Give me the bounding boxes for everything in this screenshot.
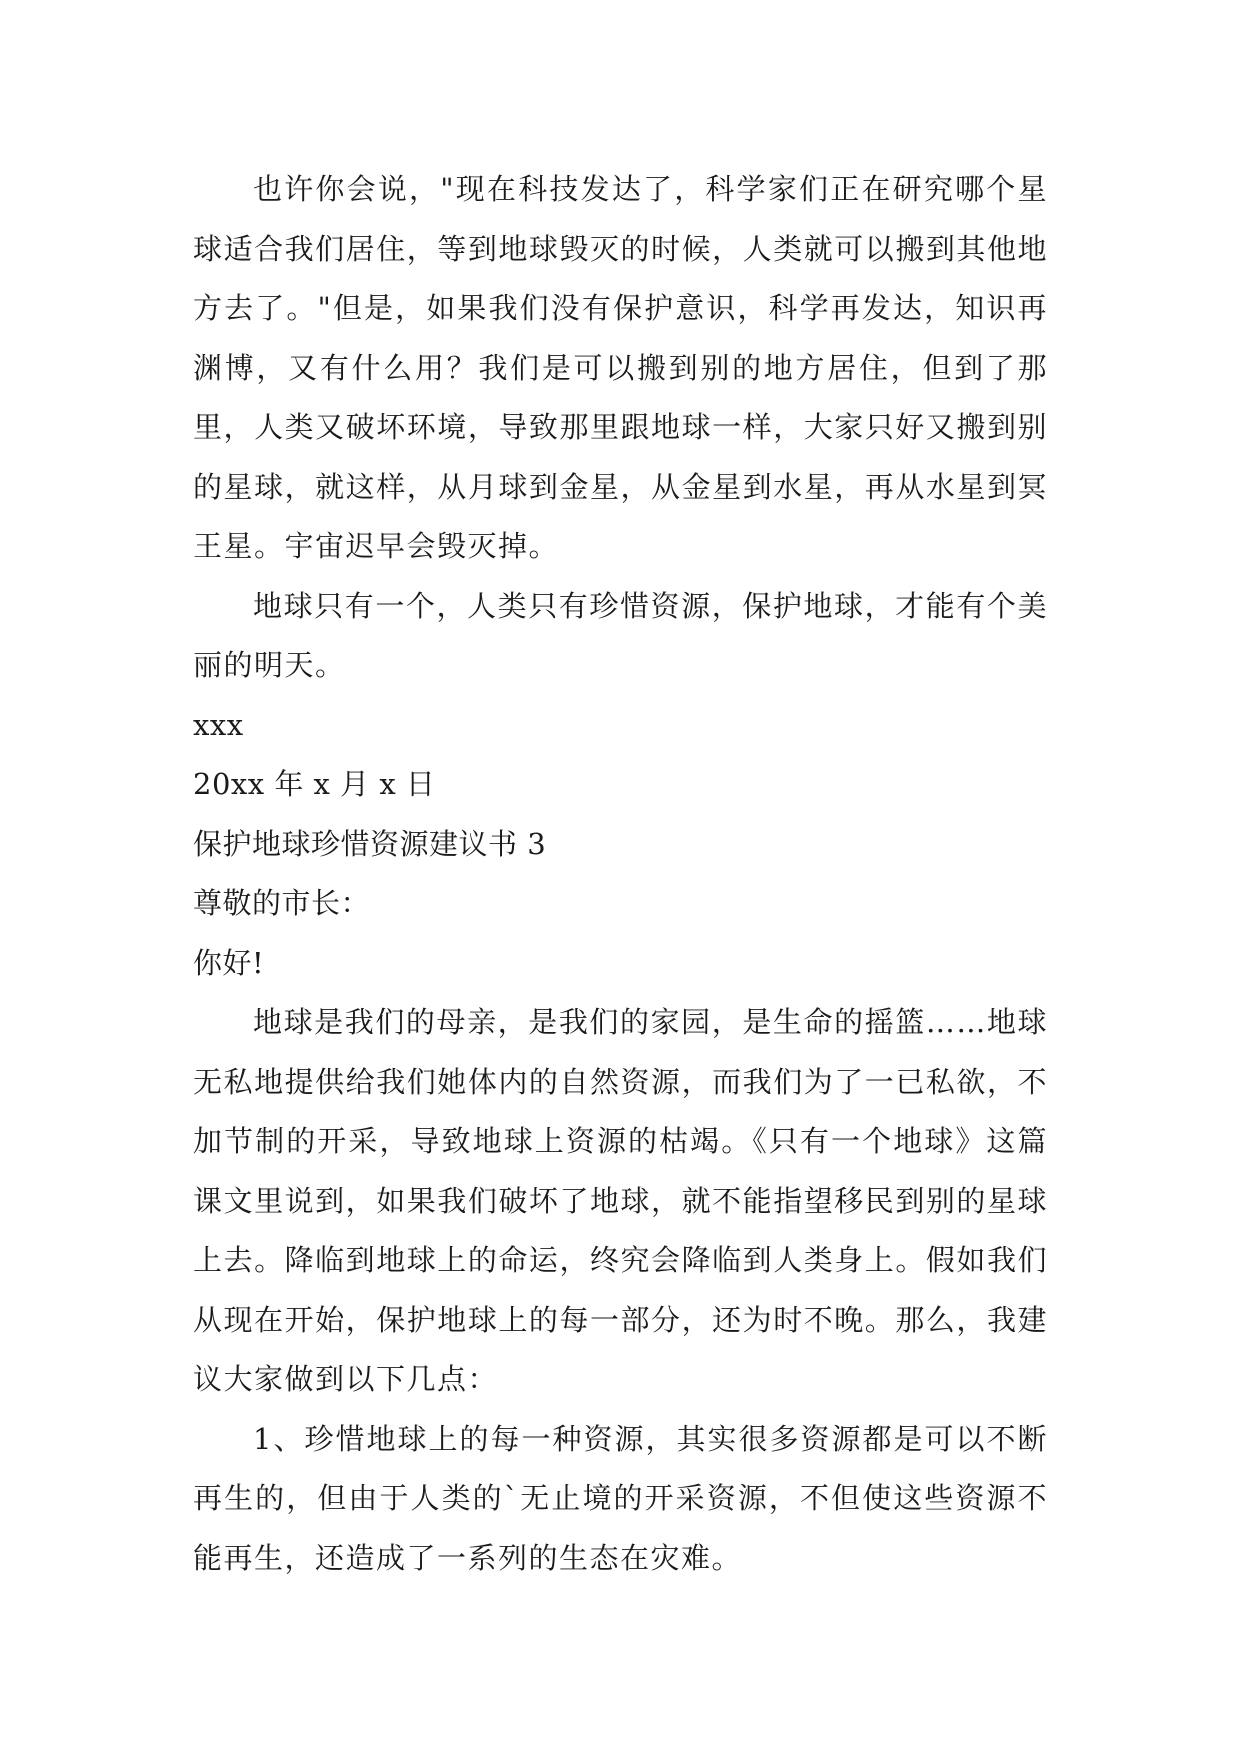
- greeting: 你好!: [193, 945, 265, 980]
- paragraph-move-planets: 也许你会说，"现在科技发达了，科学家们正在研究哪个星球适合我们居住，等到地球毁灭的时候，人类就可以搬到其他地方去了。"但是，如果我们没有保护意识，科学再发达，知识再渊博，又有什么用？我们是可以搬到别的地方居住，但到了那里，人类又破坏环境，导致那里跟地球一样，大家只好又搬到别的星球，就这样，从月球到金星，从金星到水星，再从水星到冥王星。宇宙迟早会毁灭掉。: [193, 172, 1048, 563]
- paragraph-earth-mother: 地球是我们的母亲，是我们的家园，是生命的摇篮……地球无私地提供给我们她体内的自然资源，而我们为了一已私欲，不加节制的开采，导致地球上资源的枯竭。《只有一个地球》这篇课文里说到，如果我们破坏了地球，就不能指望移民到别的星球上去。降临到地球上的命运，终究会降临到人类身上。假如我们从现在开始，保护地球上的每一部分，还为时不晚。那么，我建议大家做到以下几点：: [193, 1005, 1048, 1396]
- section-title: 保护地球珍惜资源建议书 3: [193, 826, 547, 861]
- paragraph-suggestion-1: 1、珍惜地球上的每一种资源，其实很多资源都是可以不断再生的，但由于人类的`无止境的开采资源，不但使这些资源不能再生，还造成了一系列的生态在灾难。: [193, 1421, 1048, 1575]
- date-line: 20xx 年 x 月 x 日: [193, 767, 436, 801]
- salutation: 尊敬的市长：: [193, 886, 371, 920]
- paragraph-only-one-earth: 地球只有一个，人类只有珍惜资源，保护地球，才能有个美丽的明天。: [193, 588, 1048, 682]
- document-body: [193, 160, 1048, 1588]
- signature: xxx: [193, 707, 244, 742]
